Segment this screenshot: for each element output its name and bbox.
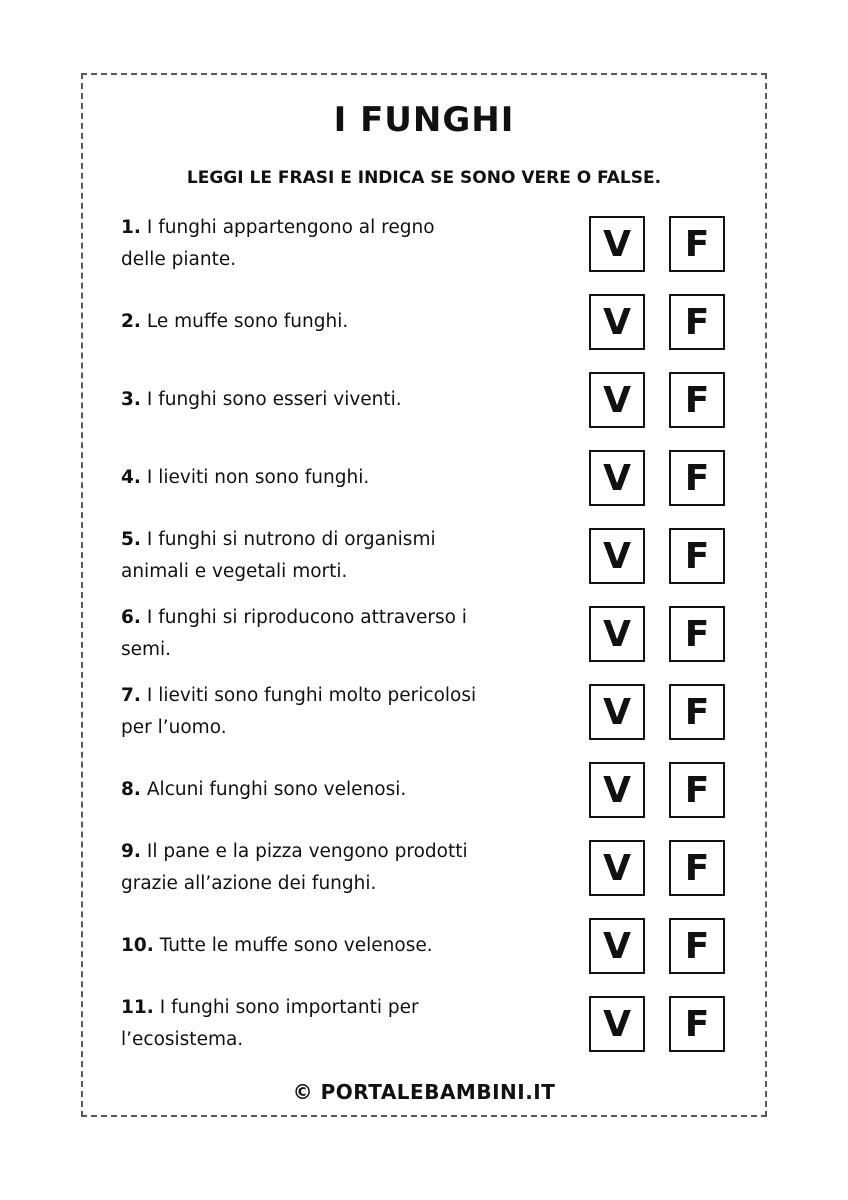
true-box[interactable]: V — [589, 996, 645, 1052]
false-box[interactable]: F — [669, 918, 725, 974]
question-text — [121, 372, 551, 428]
question-line2: delle piante. — [121, 249, 237, 270]
page-title: I FUNGHI — [333, 100, 515, 140]
question-line1: I funghi appartengono al regno — [146, 217, 435, 238]
question-line1: I lieviti non sono funghi. — [146, 467, 370, 488]
true-box[interactable]: V — [589, 684, 645, 740]
question-line1: Tutte le muffe sono velenose. — [159, 935, 433, 956]
question-line1: Le muffe sono funghi. — [146, 311, 349, 332]
question-row — [121, 294, 727, 350]
question-line2: animali e vegetali morti. — [121, 561, 348, 582]
question-line2: semi. — [121, 639, 172, 660]
false-box[interactable]: F — [669, 996, 725, 1052]
question-line1: I funghi sono importanti per — [159, 997, 419, 1018]
footer-copyright: © PORTALEBAMBINI.IT — [292, 1080, 556, 1104]
true-box[interactable]: V — [589, 840, 645, 896]
true-box[interactable]: V — [589, 450, 645, 506]
question-text — [121, 996, 551, 1052]
question-line1: Alcuni funghi sono velenosi. — [146, 779, 407, 800]
question-text — [121, 294, 551, 350]
question-row — [121, 372, 727, 428]
question-line1: I funghi si nutrono di organismi — [146, 529, 436, 550]
question-row — [121, 528, 727, 584]
true-box[interactable]: V — [589, 216, 645, 272]
question-number: 2. — [121, 311, 141, 332]
question-row — [121, 450, 727, 506]
true-box[interactable]: V — [589, 528, 645, 584]
false-box[interactable]: F — [669, 450, 725, 506]
question-number: 4. — [121, 467, 141, 488]
question-row — [121, 606, 727, 662]
question-number: 1. — [121, 217, 141, 238]
question-text — [121, 450, 551, 506]
question-line2: grazie all’azione dei funghi. — [121, 873, 377, 894]
false-box[interactable]: F — [669, 840, 725, 896]
true-box[interactable]: V — [589, 294, 645, 350]
question-number: 9. — [121, 841, 141, 862]
question-text — [121, 216, 551, 272]
true-box[interactable]: V — [589, 372, 645, 428]
question-text — [121, 840, 551, 896]
question-line1: Il pane e la pizza vengono prodotti — [146, 841, 468, 862]
false-box[interactable]: F — [669, 684, 725, 740]
question-line1: I lieviti sono funghi molto pericolosi — [146, 685, 477, 706]
question-text — [121, 762, 551, 818]
false-box[interactable]: F — [669, 372, 725, 428]
question-text — [121, 606, 551, 662]
true-box[interactable]: V — [589, 606, 645, 662]
instructions: LEGGI LE FRASI E INDICA SE SONO VERE O FALSE. — [186, 168, 662, 188]
false-box[interactable]: F — [669, 294, 725, 350]
question-number: 8. — [121, 779, 141, 800]
false-box[interactable]: F — [669, 606, 725, 662]
question-number: 10. — [121, 935, 154, 956]
question-text — [121, 918, 551, 974]
question-row — [121, 918, 727, 974]
question-text — [121, 684, 551, 740]
question-row — [121, 762, 727, 818]
false-box[interactable]: F — [669, 528, 725, 584]
question-number: 7. — [121, 685, 141, 706]
question-text — [121, 528, 551, 584]
question-number: 3. — [121, 389, 141, 410]
question-number: 6. — [121, 607, 141, 628]
question-line1: I funghi sono esseri viventi. — [146, 389, 402, 410]
question-line1: I funghi si riproducono attraverso i — [146, 607, 467, 628]
question-row — [121, 996, 727, 1052]
question-line2: per l’uomo. — [121, 717, 227, 738]
true-box[interactable]: V — [589, 918, 645, 974]
false-box[interactable]: F — [669, 216, 725, 272]
question-row — [121, 684, 727, 740]
question-row — [121, 216, 727, 272]
false-box[interactable]: F — [669, 762, 725, 818]
question-line2: l’ecosistema. — [121, 1029, 244, 1050]
question-number: 5. — [121, 529, 141, 550]
question-row — [121, 840, 727, 896]
question-number: 11. — [121, 997, 154, 1018]
true-box[interactable]: V — [589, 762, 645, 818]
